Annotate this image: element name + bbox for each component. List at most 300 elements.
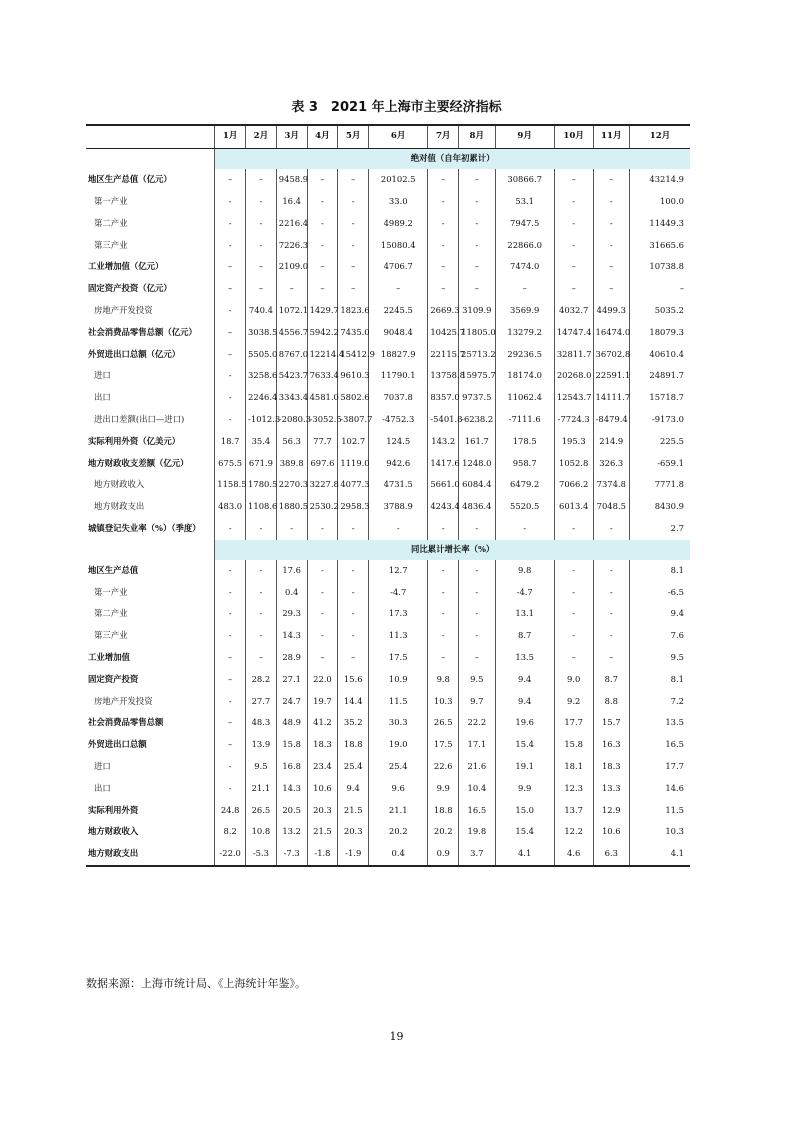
header-month: 8月	[459, 125, 495, 149]
table-cell: –	[338, 169, 369, 191]
table-cell: –	[338, 256, 369, 278]
page-number: 19	[389, 1030, 404, 1043]
table-cell: -	[307, 603, 338, 625]
table-cell: 25713.2	[459, 343, 495, 365]
table-cell: 21.6	[459, 756, 495, 778]
table-cell: -22.0	[215, 843, 246, 866]
table-cell: –	[593, 647, 629, 669]
table-cell: -	[215, 365, 246, 387]
table-cell: -	[593, 603, 629, 625]
table-row	[86, 603, 690, 625]
table-cell: -1.8	[307, 843, 338, 866]
table-cell: 20.3	[307, 799, 338, 821]
table-cell: 7037.8	[369, 387, 428, 409]
table-cell: -	[338, 234, 369, 256]
table-cell: 4731.5	[369, 474, 428, 496]
row-label: 房地产开发投资	[86, 300, 215, 322]
table-cell: –	[679, 283, 684, 294]
row-label: 固定资产投资	[86, 669, 215, 691]
table-cell: 40610.4	[649, 348, 684, 359]
header-month: 2月	[246, 125, 277, 149]
table-cell: 9.8	[428, 669, 459, 691]
header-month: 6月	[369, 125, 428, 149]
table-cell: 29.3	[276, 603, 307, 625]
table-cell: -	[338, 560, 369, 582]
table-cell: -	[369, 518, 428, 540]
table-row	[86, 625, 690, 647]
table-cell: 1429.7	[307, 300, 338, 322]
table-cell: 1880.5	[276, 496, 307, 518]
table-cell: 18079.3	[649, 326, 684, 337]
table-cell: -4.7	[369, 581, 428, 603]
table-cell: -7111.6	[495, 409, 554, 431]
table-cell: -	[593, 191, 629, 213]
row-label: 地方财政收入	[86, 474, 215, 496]
table-cell: 3227.8	[307, 474, 338, 496]
table-cell: –	[369, 278, 428, 300]
table-cell: –	[276, 278, 307, 300]
table-cell: 24.7	[276, 690, 307, 712]
table-cell: 11449.3	[649, 217, 684, 228]
table-cell: 10.9	[369, 669, 428, 691]
table-cell: 15.8	[276, 734, 307, 756]
table-cell: 11.5	[665, 804, 684, 815]
table-cell: 77.7	[307, 431, 338, 453]
table-cell: -	[307, 625, 338, 647]
row-label: 进出口差额(出口—进口)	[86, 409, 215, 431]
table-cell: 1052.8	[554, 452, 593, 474]
table-cell: 1417.6	[428, 452, 459, 474]
table-row	[86, 431, 690, 453]
table-cell: 18.8	[428, 799, 459, 821]
table-cell: 48.9	[276, 712, 307, 734]
table-cell: 19.6	[495, 712, 554, 734]
table-cell: –	[215, 322, 246, 344]
row-label: 进口	[86, 365, 215, 387]
table-cell: 12.9	[593, 799, 629, 821]
table-cell: 4706.7	[369, 256, 428, 278]
row-label: 出口	[86, 387, 215, 409]
table-cell: 225.5	[660, 435, 684, 446]
table-cell: 5035.2	[654, 305, 684, 316]
table-cell: –	[246, 169, 277, 191]
table-cell: –	[215, 256, 246, 278]
table-cell: 13.3	[593, 778, 629, 800]
table-cell: 31665.6	[649, 239, 684, 250]
table-row	[86, 581, 690, 603]
table-row	[86, 387, 690, 409]
row-label: 地方财政支出	[86, 496, 215, 518]
table-cell: 2216.4	[276, 213, 307, 235]
table-cell: 7435.0	[338, 322, 369, 344]
table-cell: 4581.0	[307, 387, 338, 409]
table-cell: 15.8	[554, 734, 593, 756]
table-cell: 18174.0	[495, 365, 554, 387]
table-cell: 5520.5	[495, 496, 554, 518]
table-cell: -1.9	[338, 843, 369, 866]
table-cell: 30866.7	[495, 169, 554, 191]
table-cell: 13.2	[276, 821, 307, 843]
table-cell: 12.7	[369, 560, 428, 582]
table-cell: 35.4	[246, 431, 277, 453]
table-cell: 20102.5	[369, 169, 428, 191]
table-cell: -	[459, 518, 495, 540]
table-cell: 7374.8	[593, 474, 629, 496]
table-cell: -	[307, 560, 338, 582]
table-cell: -2080.3	[276, 409, 307, 431]
table-cell: 25.4	[338, 756, 369, 778]
table-cell: -3807.7	[338, 409, 369, 431]
table-row	[86, 690, 690, 712]
table-cell: 21.1	[369, 799, 428, 821]
table-cell: 24.8	[215, 799, 246, 821]
table-cell: –	[459, 278, 495, 300]
table-cell: 11.3	[369, 625, 428, 647]
table-cell: 12543.7	[554, 387, 593, 409]
table-row	[86, 647, 690, 669]
table-cell: -	[459, 581, 495, 603]
table-cell: -	[307, 234, 338, 256]
table-cell: 1823.6	[338, 300, 369, 322]
table-cell: 18.1	[554, 756, 593, 778]
table-cell: –	[307, 169, 338, 191]
table-cell: -	[593, 581, 629, 603]
table-cell: 11.5	[369, 690, 428, 712]
table-cell: –	[215, 712, 246, 734]
table-cell: 671.9	[246, 452, 277, 474]
table-cell: 326.3	[593, 452, 629, 474]
table-cell: 2246.4	[246, 387, 277, 409]
header-row	[86, 125, 690, 149]
table-cell: -	[246, 560, 277, 582]
table-cell: –	[215, 647, 246, 669]
table-cell: 27.1	[276, 669, 307, 691]
table-cell: -4752.3	[369, 409, 428, 431]
table-cell: -5401.8	[428, 409, 459, 431]
table-cell: 2270.3	[276, 474, 307, 496]
table-cell: 20.3	[338, 821, 369, 843]
row-label: 第三产业	[86, 234, 215, 256]
table-cell: 11062.4	[495, 387, 554, 409]
table-cell: 11805.0	[459, 322, 495, 344]
table-cell: 10425.7	[428, 322, 459, 344]
table-cell: 36702.8	[593, 343, 629, 365]
table-cell: 19.1	[495, 756, 554, 778]
table-cell: 15412.9	[338, 343, 369, 365]
table-cell: 27.7	[246, 690, 277, 712]
table-cell: 8.7	[593, 669, 629, 691]
table-cell: -	[338, 581, 369, 603]
table-cell: -	[459, 603, 495, 625]
row-label: 出口	[86, 778, 215, 800]
table-cell: 9.2	[554, 690, 593, 712]
table-cell: 16.3	[593, 734, 629, 756]
row-label: 地区生产总值	[86, 560, 215, 582]
table-cell: -	[593, 213, 629, 235]
table-cell: 26.5	[246, 799, 277, 821]
table-cell: -	[459, 213, 495, 235]
table-cell: -9173.0	[651, 414, 684, 425]
table-cell: 15080.4	[369, 234, 428, 256]
table-cell: -1012.3	[246, 409, 277, 431]
table-cell: -	[338, 191, 369, 213]
table-cell: 15.0	[495, 799, 554, 821]
table-cell: -	[246, 234, 277, 256]
table-cell: 1072.1	[276, 300, 307, 322]
table-row	[86, 669, 690, 691]
section-title: 同比累计增长率（%）	[215, 540, 690, 560]
table-row	[86, 560, 690, 582]
table-cell: 9.6	[369, 778, 428, 800]
table-cell: –	[459, 169, 495, 191]
table-row	[86, 452, 690, 474]
table-cell: –	[338, 278, 369, 300]
table-cell: 8.2	[215, 821, 246, 843]
row-label: 第三产业	[86, 625, 215, 647]
table-cell: -	[428, 581, 459, 603]
table-cell: 9.9	[495, 778, 554, 800]
table-cell: -	[593, 560, 629, 582]
table-cell: 5661.0	[428, 474, 459, 496]
table-cell: -	[459, 234, 495, 256]
table-cell: -	[215, 409, 246, 431]
table-cell: 16.8	[276, 756, 307, 778]
table-cell: -	[215, 625, 246, 647]
table-cell: 8767.0	[276, 343, 307, 365]
table-cell: 15975.7	[459, 365, 495, 387]
table-cell: -659.1	[657, 457, 684, 468]
table-cell: 17.7	[665, 761, 684, 771]
table-cell: -	[428, 603, 459, 625]
table-cell: –	[554, 256, 593, 278]
row-label: 实际利用外资（亿美元）	[86, 431, 215, 453]
table-cell: -	[307, 518, 338, 540]
table-cell: 4.6	[554, 843, 593, 866]
table-cell: 14.4	[338, 690, 369, 712]
table-cell: 10.6	[593, 821, 629, 843]
table-cell: -	[593, 234, 629, 256]
table-cell: -	[338, 518, 369, 540]
table-cell: -	[215, 387, 246, 409]
row-label: 进口	[86, 756, 215, 778]
table-cell: 7947.5	[495, 213, 554, 235]
table-cell: 2669.3	[428, 300, 459, 322]
table-cell: 7474.0	[495, 256, 554, 278]
table-cell: -	[554, 213, 593, 235]
table-cell: 22.2	[459, 712, 495, 734]
row-label: 第一产业	[86, 191, 215, 213]
table-cell: -5.3	[246, 843, 277, 866]
table-cell: -	[215, 778, 246, 800]
table-cell: 8.8	[593, 690, 629, 712]
table-cell: 25.4	[369, 756, 428, 778]
table-cell: 7633.4	[307, 365, 338, 387]
table-cell: 14111.7	[593, 387, 629, 409]
table-cell: -	[246, 191, 277, 213]
table-row	[86, 256, 690, 278]
table-cell: 13758.8	[428, 365, 459, 387]
table-cell: 389.8	[276, 452, 307, 474]
table-cell: 8.1	[670, 673, 684, 684]
table-cell: 0.4	[369, 843, 428, 866]
table-cell: 161.7	[459, 431, 495, 453]
table-cell: –	[307, 647, 338, 669]
table-cell: 16.5	[459, 799, 495, 821]
table-cell: 15.7	[593, 712, 629, 734]
table-row	[86, 169, 690, 191]
table-cell: -	[215, 518, 246, 540]
section-title: 绝对值（自年初累计）	[215, 149, 690, 170]
header-blank	[86, 125, 215, 149]
table-cell: 6479.2	[495, 474, 554, 496]
table-cell: –	[428, 256, 459, 278]
table-cell: 8430.9	[654, 501, 684, 512]
table-cell: -	[554, 625, 593, 647]
table-cell: –	[246, 647, 277, 669]
table-cell: 16.4	[276, 191, 307, 213]
section-header-growth	[86, 540, 690, 560]
table-cell: 3109.9	[459, 300, 495, 322]
table-cell: 15.4	[495, 821, 554, 843]
table-cell: -	[593, 518, 629, 540]
table-cell: 675.5	[215, 452, 246, 474]
header-month: 1月	[215, 125, 246, 149]
table-cell: -8479.4	[593, 409, 629, 431]
row-label: 第二产业	[86, 213, 215, 235]
table-cell: 2530.2	[307, 496, 338, 518]
table-cell: 7.6	[670, 630, 684, 641]
table-cell: 9.0	[554, 669, 593, 691]
table-cell: 16474.0	[593, 322, 629, 344]
table-cell: 20.5	[276, 799, 307, 821]
table-cell: -3052.5	[307, 409, 338, 431]
table-cell: 15718.7	[649, 392, 684, 403]
table-cell: -	[215, 756, 246, 778]
table-cell: 124.5	[369, 431, 428, 453]
table-cell: 17.3	[369, 603, 428, 625]
table-cell: -4.7	[495, 581, 554, 603]
row-label: 工业增加值	[86, 647, 215, 669]
table-cell: 35.2	[338, 712, 369, 734]
table-cell: 17.5	[369, 647, 428, 669]
table-cell: 3258.6	[246, 365, 277, 387]
table-cell: -	[215, 234, 246, 256]
header-month: 5月	[338, 125, 369, 149]
table-cell: 3.7	[459, 843, 495, 866]
header-month: 7月	[428, 125, 459, 149]
table-row	[86, 278, 690, 300]
table-cell: 12.3	[554, 778, 593, 800]
table-cell: -	[215, 603, 246, 625]
table-cell: -	[554, 603, 593, 625]
table-cell: -	[246, 213, 277, 235]
table-row	[86, 322, 690, 344]
row-label: 外贸进出口总额	[86, 734, 215, 756]
table-cell: 26.5	[428, 712, 459, 734]
table-cell: 195.3	[554, 431, 593, 453]
table-cell: 21.1	[246, 778, 277, 800]
table-cell: –	[459, 647, 495, 669]
row-label: 第一产业	[86, 581, 215, 603]
table-cell: 9.5	[459, 669, 495, 691]
table-cell: -	[246, 625, 277, 647]
table-cell: -	[428, 234, 459, 256]
section-blank	[86, 540, 215, 560]
table-cell: –	[554, 278, 593, 300]
table-cell: –	[459, 256, 495, 278]
table-cell: 33.0	[369, 191, 428, 213]
table-cell: 13.5	[495, 647, 554, 669]
table-cell: 5942.2	[307, 322, 338, 344]
header-month: 11月	[593, 125, 629, 149]
row-label: 固定资产投资（亿元）	[86, 278, 215, 300]
row-label: 地区生产总值（亿元）	[86, 169, 215, 191]
table-cell: -	[428, 518, 459, 540]
header-month: 3月	[276, 125, 307, 149]
table-cell: 8357.0	[428, 387, 459, 409]
table-cell: 7048.5	[593, 496, 629, 518]
table-cell: -	[215, 581, 246, 603]
table-cell: 43214.9	[649, 174, 684, 185]
table-cell: 4.1	[630, 843, 691, 866]
row-label: 地方财政支出	[86, 843, 215, 866]
table-cell: –	[215, 343, 246, 365]
table-cell: 4077.3	[338, 474, 369, 496]
table-cell: 13279.2	[495, 322, 554, 344]
table-cell: 2.7	[670, 523, 684, 534]
table-cell: 102.7	[338, 431, 369, 453]
table-cell: 18827.9	[369, 343, 428, 365]
row-label: 城镇登记失业率（%）（季度）	[86, 518, 215, 540]
table-cell: 958.7	[495, 452, 554, 474]
table-cell: –	[593, 278, 629, 300]
table-cell: 56.3	[276, 431, 307, 453]
table-row	[86, 474, 690, 496]
table-cell: 5505.0	[246, 343, 277, 365]
table-cell: –	[554, 647, 593, 669]
table-cell: 20.2	[369, 821, 428, 843]
table-cell: 9737.5	[459, 387, 495, 409]
absolute-values-body	[86, 149, 690, 540]
table-cell: 23.4	[307, 756, 338, 778]
table-cell: 2958.3	[338, 496, 369, 518]
table-cell: 15.4	[495, 734, 554, 756]
table-cell: –	[215, 169, 246, 191]
table-row	[86, 799, 690, 821]
table-cell: 9.4	[670, 608, 684, 619]
table-cell: –	[307, 256, 338, 278]
table-row	[86, 778, 690, 800]
table-cell: 12214.4	[307, 343, 338, 365]
table-cell: 9610.3	[338, 365, 369, 387]
table-cell: 4499.3	[593, 300, 629, 322]
table-cell: -	[428, 560, 459, 582]
table-cell: –	[593, 256, 629, 278]
table-cell: 11790.1	[369, 365, 428, 387]
table-cell: 9.4	[338, 778, 369, 800]
table-cell: 2245.5	[369, 300, 428, 322]
table-cell: 214.9	[593, 431, 629, 453]
table-cell: 17.6	[276, 560, 307, 582]
table-cell: 8.7	[495, 625, 554, 647]
table-cell: 3569.9	[495, 300, 554, 322]
table-cell: 18.8	[338, 734, 369, 756]
table-cell: -	[307, 191, 338, 213]
table-row	[86, 343, 690, 365]
table-cell: –	[246, 278, 277, 300]
table-row	[86, 821, 690, 843]
table-cell: –	[428, 169, 459, 191]
